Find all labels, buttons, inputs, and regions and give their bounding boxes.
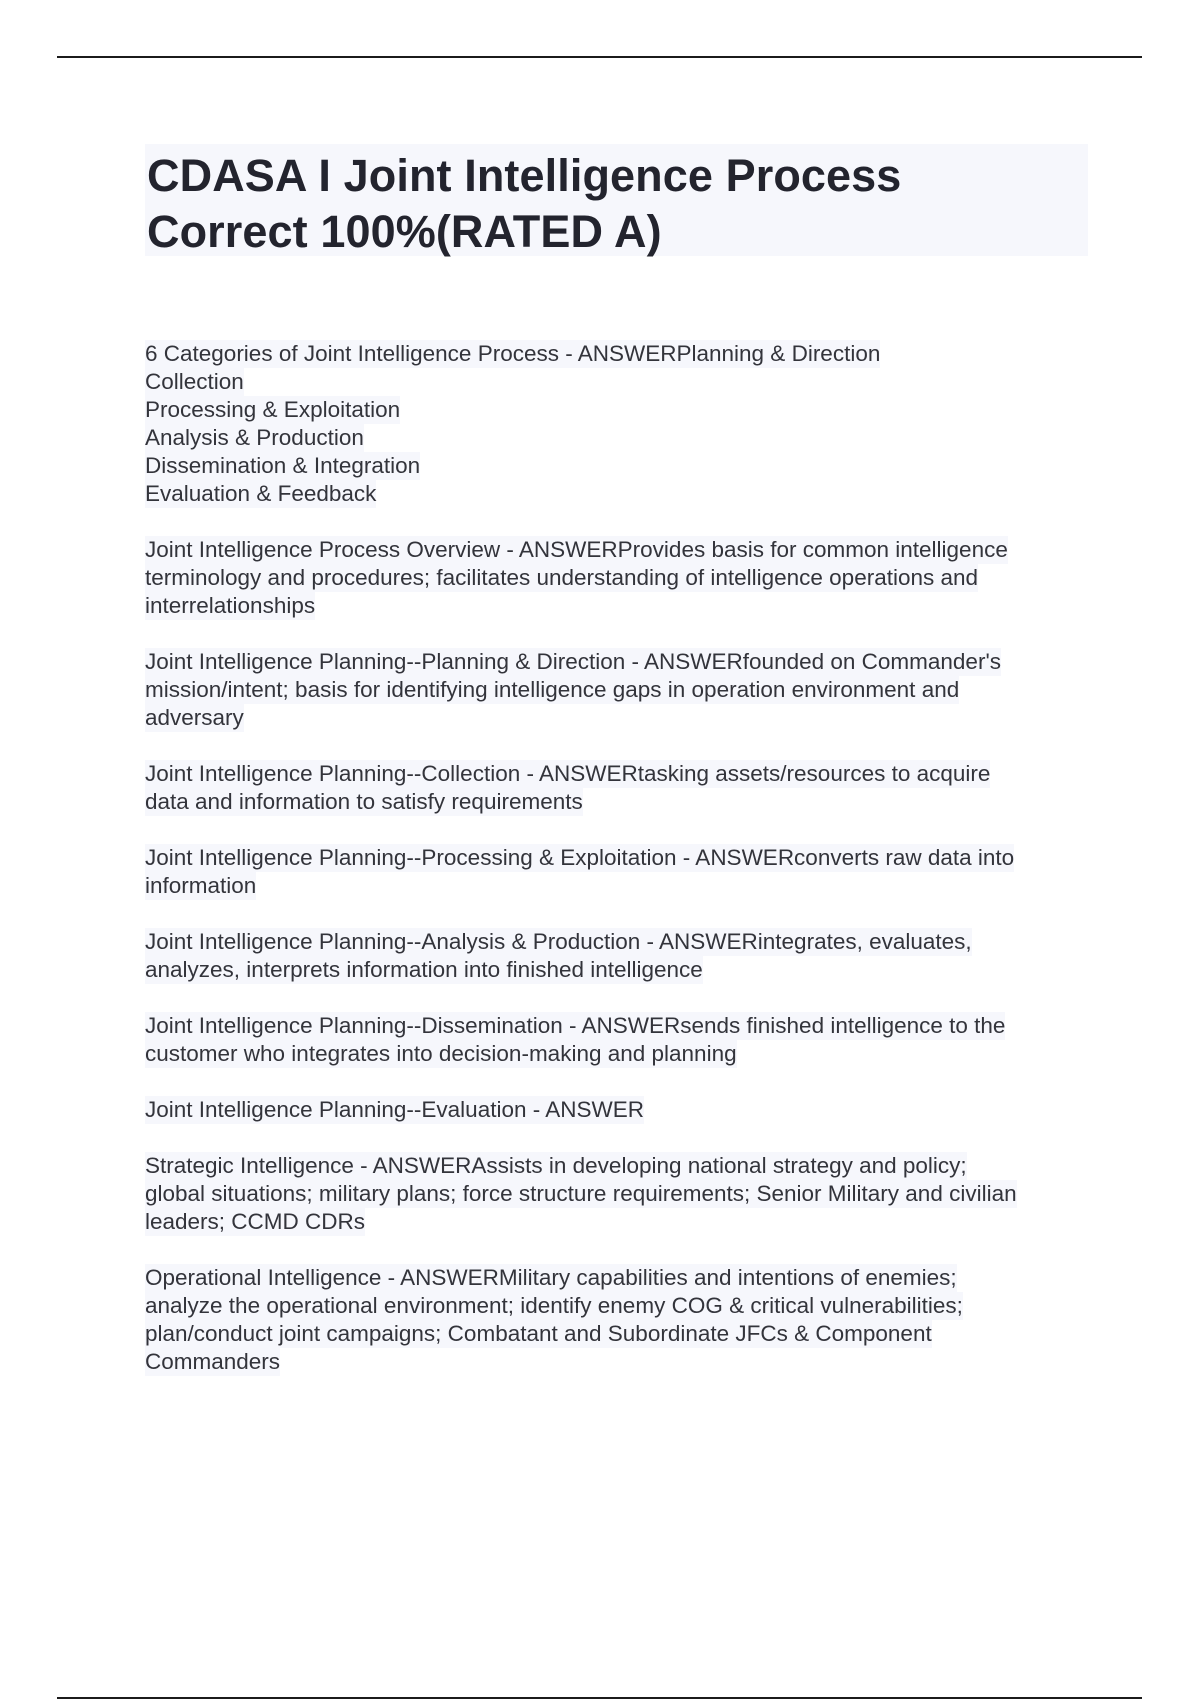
entry-text-line: 6 Categories of Joint Intelligence Process - ANSWERPlanning & Direction (145, 341, 881, 366)
entry-text-line: Strategic Intelligence - ANSWERAssists in developing national strategy and policy; (145, 1153, 967, 1178)
entry-text-line: mission/intent; basis for identifying intelligence gaps in operation environment and (145, 677, 960, 702)
entry-text-line: Processing & Exploitation (145, 397, 401, 422)
entry-text-line: Joint Intelligence Planning--Evaluation - ANSWER (145, 1097, 644, 1122)
entry-text-line: Joint Intelligence Planning--Dissemination - ANSWERsends finished intelligence to the (145, 1013, 1006, 1038)
entry-text-line: Joint Intelligence Process Overview - ANSWERProvides basis for common intelligence (145, 537, 1008, 562)
entry-text-line: Joint Intelligence Planning--Processing & Exploitation - ANSWERconverts raw data into (145, 845, 1015, 870)
entry-text-line: terminology and procedures; facilitates understanding of intelligence operations and (145, 565, 979, 590)
flashcard-list (145, 340, 1090, 1404)
footer-rule (57, 1697, 1142, 1699)
entry-text-line: data and information to satisfy requirements (145, 789, 583, 814)
flashcard-entry (145, 1096, 1090, 1124)
entry-text-line: Joint Intelligence Planning--Analysis & Production - ANSWERintegrates, evaluates, (145, 929, 972, 954)
entry-text-line: leaders; CCMD CDRs (145, 1209, 366, 1234)
entry-text-line: plan/conduct joint campaigns; Combatant and Subordinate JFCs & Component (145, 1321, 932, 1346)
entry-text-line: analyzes, interprets information into finished intelligence (145, 957, 703, 982)
entry-text-line: interrelationships (145, 593, 316, 618)
flashcard-entry (145, 844, 1090, 900)
flashcard-entry (145, 648, 1090, 732)
entry-text-line: Collection (145, 369, 244, 394)
flashcard-entry (145, 340, 1090, 508)
entry-text-line: adversary (145, 705, 244, 730)
flashcard-entry (145, 928, 1090, 984)
header-rule (57, 56, 1142, 58)
entry-text-line: Joint Intelligence Planning--Planning & Direction - ANSWERfounded on Commander's (145, 649, 1001, 674)
flashcard-entry (145, 536, 1090, 620)
entry-text-line: Analysis & Production (145, 425, 364, 450)
entry-text-line: analyze the operational environment; identify enemy COG & critical vulnerabilities; (145, 1293, 963, 1318)
entry-text-line: Evaluation & Feedback (145, 481, 377, 506)
flashcard-entry (145, 760, 1090, 816)
entry-text-line: Operational Intelligence - ANSWERMilitary capabilities and intentions of enemies; (145, 1265, 957, 1290)
flashcard-entry (145, 1012, 1090, 1068)
title-line-2: Correct 100%(RATED A) (147, 206, 662, 257)
flashcard-entry (145, 1264, 1090, 1376)
document-title (145, 144, 1088, 256)
entry-text-line: customer who integrates into decision-making and planning (145, 1041, 737, 1066)
entry-text-line: Dissemination & Integration (145, 453, 421, 478)
title-line-1: CDASA I Joint Intelligence Process (147, 150, 902, 201)
entry-text-line: Joint Intelligence Planning--Collection - ANSWERtasking assets/resources to acquire (145, 761, 991, 786)
entry-text-line: Commanders (145, 1349, 281, 1374)
flashcard-entry (145, 1152, 1090, 1236)
entry-text-line: information (145, 873, 257, 898)
entry-text-line: global situations; military plans; force structure requirements; Senior Military and civilian (145, 1181, 1017, 1206)
